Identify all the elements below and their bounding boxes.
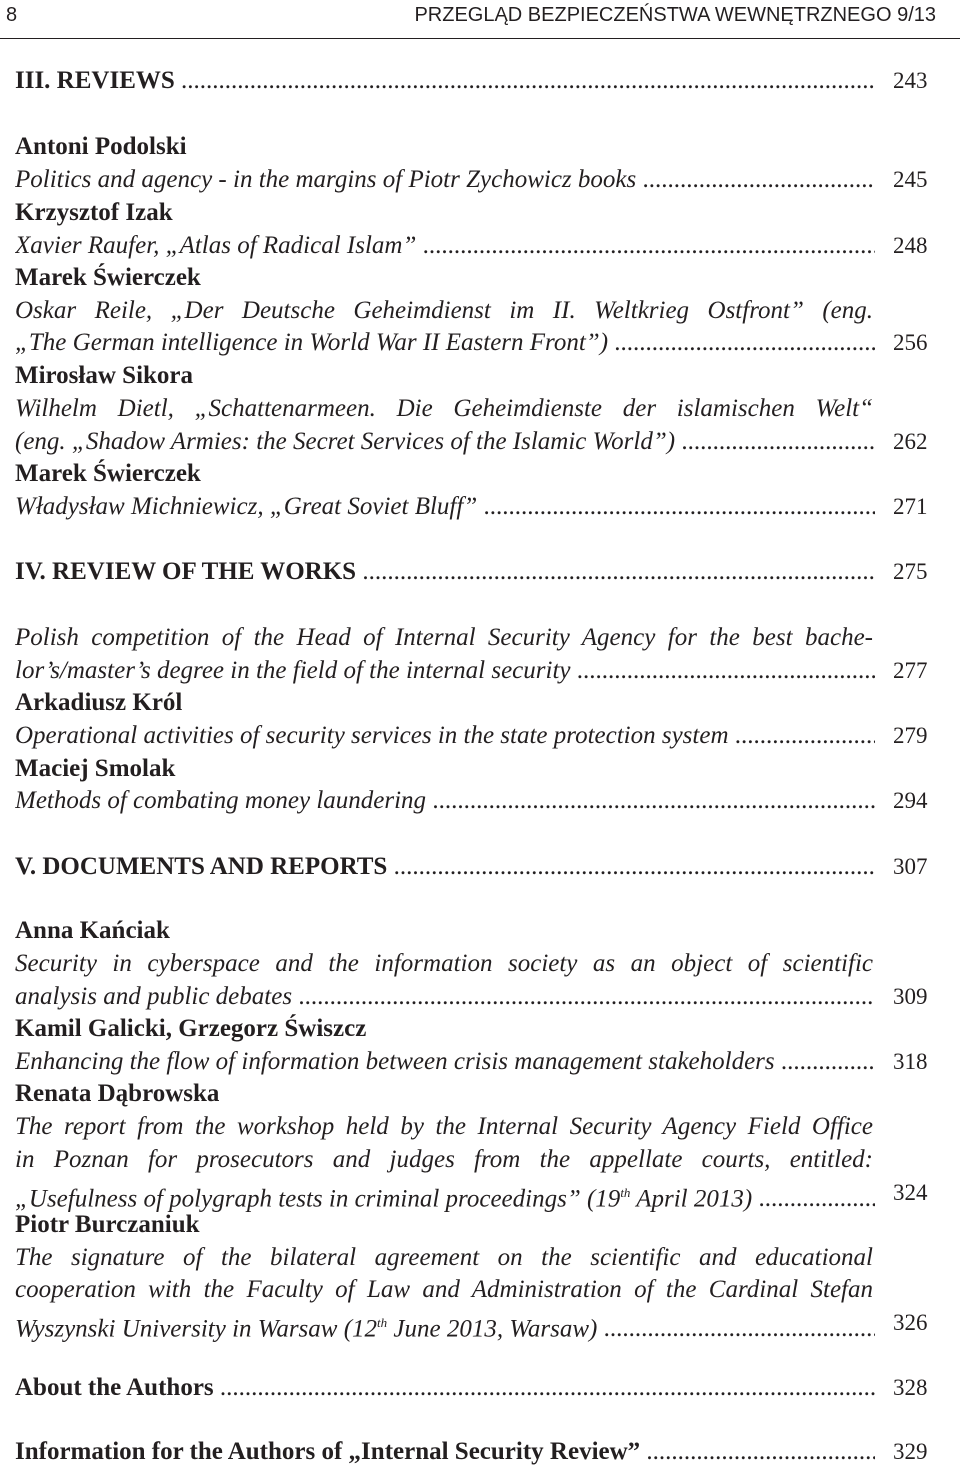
page-ref: 328 [893,1375,928,1400]
author-name: Kamil Galicki, Grzegorz Świszcz [15,1015,367,1042]
entry-title: Security in cyberspace and the information society as an object of scientific [15,950,873,977]
header-rule [0,38,960,39]
entry-title-text: Wyszynski University in Warsaw (12 [15,1315,378,1343]
entry-title: The signature of the bilateral agreement on the scientific and educational [15,1244,873,1271]
entry-title: Oskar Reile, „Der Deutsche Geheimdienst im II. Weltkrieg Ostfront” (eng. [15,297,873,324]
page-ref: 309 [893,984,928,1009]
entry-title: Enhancing the flow of information between crisis management stakeholders ..... [15,1045,875,1078]
page-ref: 262 [893,429,928,454]
entry-title [15,1306,875,1345]
entry-title: lor’s/master’s degree in the field of the internal security ..... [15,654,875,687]
entry-title: cooperation with the Faculty of Law and Administration of the Cardinal Stefan [15,1276,873,1303]
entry-title: „The German intelligence in World War II Eastern Front”) ..... [15,326,875,359]
page-ref: 256 [893,330,928,355]
section-heading: III. REVIEWS ..... [15,64,875,97]
author-name: Renata Dąbrowska [15,1080,220,1107]
page-ref: 324 [893,1180,928,1205]
author-name: Arkadiusz Król [15,689,183,716]
page-ref: 326 [893,1310,928,1335]
entry-title: Władysław Michniewicz, „Great Soviet Bluff” ..... [15,490,875,523]
entry-title: analysis and public debates ..... [15,980,875,1013]
entry-title-text: June 2013, Warsaw) [387,1315,598,1343]
page-ref: 248 [893,233,928,258]
entry-title: The report from the workshop held by the Internal Security Agency Field Office [15,1113,873,1140]
ordinal-superscript: th [620,1185,631,1200]
author-name: Anna Kańciak [15,917,170,944]
entry-title: Operational activities of security services in the state protection system ..... [15,719,875,752]
entry-title: Methods of combating money laundering ..... [15,784,875,817]
author-name: Mirosław Sikora [15,362,194,389]
entry-title: (eng. „Shadow Armies: the Secret Services of the Islamic World”) ..... [15,425,875,458]
author-name: Krzysztof Izak [15,199,173,226]
entry-title-text: April 2013) [630,1185,753,1213]
page-ref: 294 [893,788,928,813]
entry-title: Xavier Raufer, „Atlas of Radical Islam” ..... [15,229,875,262]
page-ref: 318 [893,1049,928,1074]
entry-title: Polish competition of the Head of Internal Security Agency for the best bache- [15,624,873,651]
page-ref: 329 [893,1439,928,1464]
section-heading: Information for the Authors of „Internal Security Review” ..... [15,1435,875,1468]
author-name: Piotr Burczaniuk [15,1211,200,1238]
section-heading: V. DOCUMENTS AND REPORTS ..... [15,850,875,883]
page-ref: 243 [893,68,928,93]
author-name: Marek Świerczek [15,460,201,487]
entry-title-text: „Usefulness of polygraph tests in criminal proceedings” (19 [15,1185,621,1213]
section-heading: About the Authors ..... [15,1371,875,1404]
author-name: Maciej Smolak [15,755,176,782]
page-ref: 279 [893,723,928,748]
ordinal-superscript: th [377,1315,388,1330]
page-ref: 275 [893,559,928,584]
page-ref: 245 [893,167,928,192]
page-ref: 271 [893,494,928,519]
journal-title: PRZEGLĄD BEZPIECZEŃSTWA WEWNĘTRZNEGO 9/13 [414,4,936,26]
section-heading: IV. REVIEW OF THE WORKS ..... [15,555,875,588]
entry-title: in Poznan for prosecutors and judges from the appellate courts, entitled: [15,1146,873,1173]
page-number: 8 [6,4,18,26]
page-ref: 307 [893,854,928,879]
page-ref: 277 [893,658,928,683]
author-name: Marek Świerczek [15,264,201,291]
entry-title: Politics and agency - in the margins of Piotr Zychowicz books ..... [15,163,875,196]
author-name: Antoni Podolski [15,133,187,160]
entry-title: Wilhelm Dietl, „Schattenarmeen. Die Geheimdienste der islamischen Welt“ [15,395,873,422]
